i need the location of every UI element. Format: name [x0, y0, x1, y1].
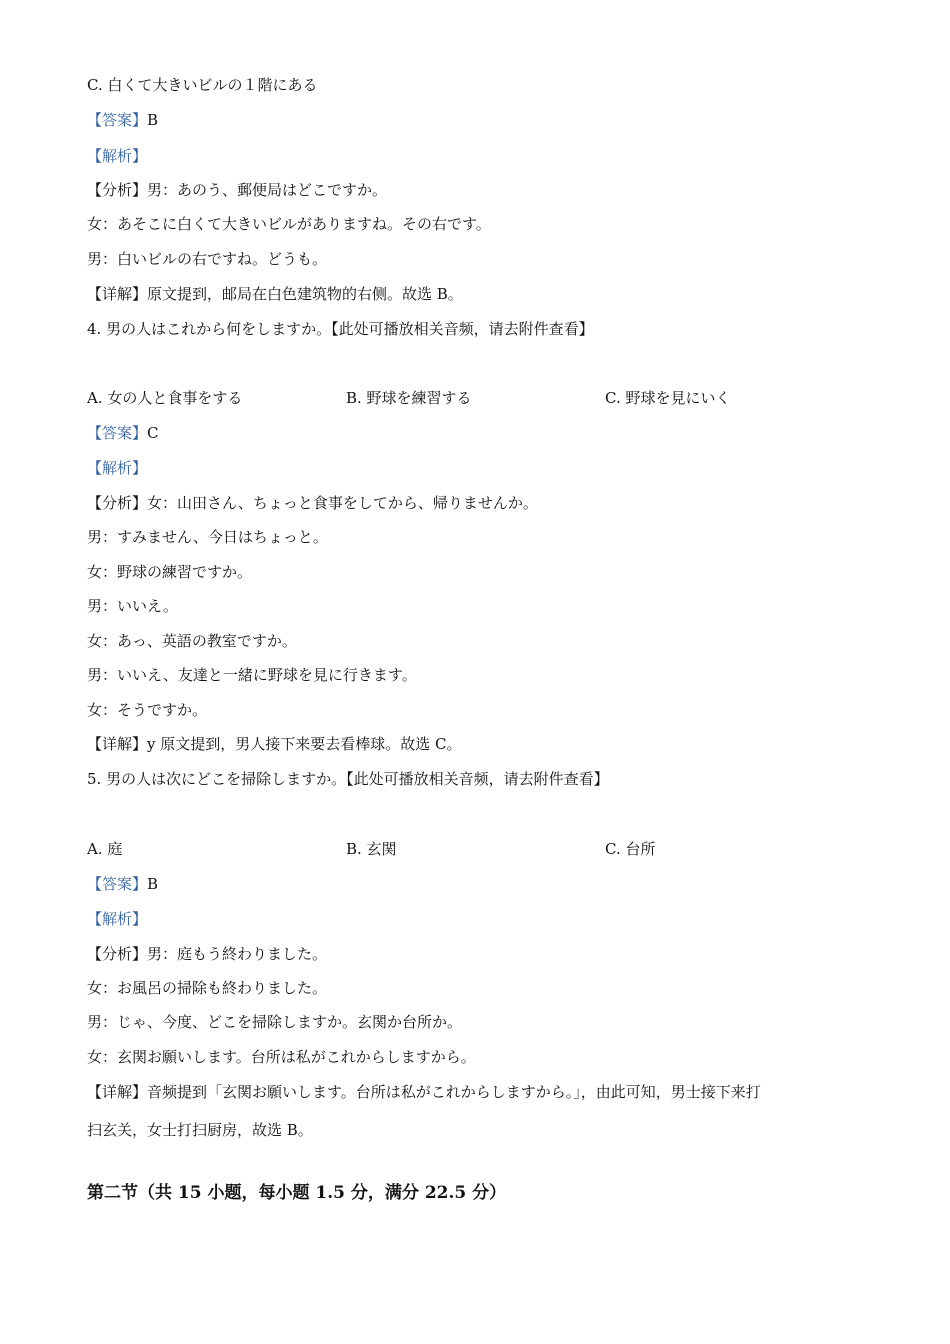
q4-line-3: 女：野球の練習ですか。 — [87, 563, 253, 581]
q4-line-7: 女：そうですか。 — [87, 701, 208, 719]
q5-answer — [87, 874, 158, 894]
q4-line-2: 男：すみません、今日はちょっと。 — [87, 528, 328, 546]
q5-line-4: 女：玄関お願いします。台所は私がこれからしますから。 — [87, 1048, 476, 1066]
q4-option-b: B. 野球を練習する — [346, 389, 472, 407]
answer-value: B — [147, 111, 159, 129]
q3-option-c: C. 白くて大きいビルの１階にある — [87, 76, 318, 94]
q5-option-b: B. 玄関 — [346, 840, 397, 858]
q5-line-2: 女：お風呂の掃除も終わりました。 — [87, 979, 328, 997]
q3-line-1: 【分析】男：あのう、郵便局はどこですか。 — [87, 181, 388, 199]
q4-question: 4. 男の人はこれから何をしますか。【此处可播放相关音频，请去附件查看】 — [87, 320, 594, 338]
q5-detail-2: 扫玄关，女士打扫厨房，故选 B。 — [87, 1121, 313, 1139]
answer-tag: 【答案】 — [87, 875, 148, 893]
q4-line-1: 【分析】女：山田さん、ちょっと食事をしてから、帰りませんか。 — [87, 494, 538, 512]
q3-analysis-tag: 【解析】 — [87, 147, 148, 165]
q5-option-a: A. 庭 — [87, 840, 123, 858]
q5-analysis-tag: 【解析】 — [87, 910, 148, 928]
answer-value: B — [147, 875, 159, 893]
q5-question: 5. 男の人は次にどこを掃除しますか。【此处可播放相关音频，请去附件查看】 — [87, 770, 609, 788]
section-title: 第二节（共 15 小题，每小题 1.5 分，满分 22.5 分） — [87, 1183, 507, 1203]
q3-line-3: 男：白いビルの右ですね。どうも。 — [87, 250, 328, 268]
q4-line-6: 男：いいえ、友達と一緒に野球を見に行きます。 — [87, 666, 417, 684]
q5-line-1: 【分析】男：庭もう終わりました。 — [87, 945, 328, 963]
q5-line-3: 男：じゃ、今度、どこを掃除しますか。玄関か台所か。 — [87, 1013, 463, 1031]
q3-answer — [87, 110, 158, 130]
q5-option-c: C. 台所 — [605, 840, 656, 858]
q4-option-c: C. 野球を見にいく — [605, 389, 731, 407]
q4-answer — [87, 423, 159, 443]
q4-line-4: 男：いいえ。 — [87, 597, 178, 615]
answer-tag: 【答案】 — [87, 111, 148, 129]
q3-detail: 【详解】原文提到，邮局在白色建筑物的右侧。故选 B。 — [87, 285, 463, 303]
answer-tag: 【答案】 — [87, 424, 148, 442]
q3-line-2: 女：あそこに白くて大きいビルがありますね。その右です。 — [87, 215, 491, 233]
answer-value: C — [147, 424, 159, 442]
q4-detail: 【详解】y 原文提到，男人接下来要去看棒球。故选 C。 — [87, 735, 462, 753]
q4-option-a: A. 女の人と食事をする — [87, 389, 243, 407]
q4-analysis-tag: 【解析】 — [87, 459, 148, 477]
q5-detail-1: 【详解】音频提到「玄関お願いします。台所は私がこれからしますから。」，由此可知，男士接下来打 — [87, 1083, 761, 1101]
q4-line-5: 女：あっ、英語の教室ですか。 — [87, 632, 297, 650]
